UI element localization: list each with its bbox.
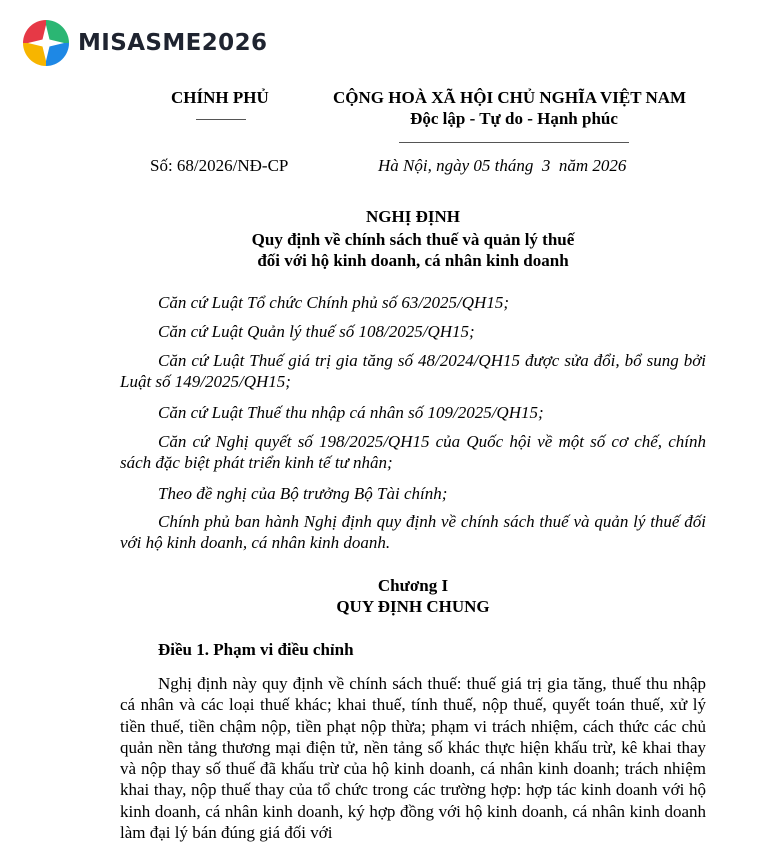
legal-basis-4: Căn cứ Nghị quyết số 198/2025/QH15 của Quốc hội về một số cơ chế, chính sách đặc biệt phát triển kinh tế tư nhân; [120,432,706,472]
article-heading: Điều 1. Phạm vi điều chỉnh [158,640,354,659]
title-line-1: Quy định về chính sách thuế và quản lý thuế [251,230,575,249]
legal-basis-5: Theo đề nghị của Bộ trưởng Bộ Tài chính; [158,484,448,503]
article-paragraph: Nghị định này quy định về chính sách thuế: thuế giá trị gia tăng, thuế thu nhập cá nhân và các loại thuế khác; khai thuế, tính thuế, nộp thuế, quyết toán thuế, xử lý tiền thuế, tiền chậm nộp, tiền phạt nộp thừa; phạm vi trách nhiệm, cách thức các chủ quản nền tảng thương mại điện tử, nền tảng số khác thực hiện khấu trừ, kê khai thay và nộp thay số thuế đã khấu trừ của hộ kinh doanh, cá nhân kinh doanh; trách nhiệm khai thay, nộp thuế thay của tổ chức trong các trường hợp: hợp tác kinh doanh với hộ kinh doanh, cá nhân kinh doanh, ký hợp đồng với hộ kinh doanh, cá nhân kinh doanh làm đại lý bán đúng giá đối với [120,674,706,843]
agency-name: CHÍNH PHỦ [171,88,269,107]
title-line-2: đối với hộ kinh doanh, cá nhân kinh doanh [257,251,569,270]
brand-name: MISASME2026 [78,30,268,56]
chapter-number: Chương I [377,576,449,595]
document-type: NGHỊ ĐỊNH [366,207,460,226]
place-date: Hà Nội, ngày 05 tháng 3 năm 2026 [378,156,627,175]
national-motto: Độc lập - Tự do - Hạnh phúc [410,109,618,128]
legal-basis-6: Chính phủ ban hành Nghị định quy định về chính sách thuế và quản lý thuế đối với hộ kinh doanh, cá nhân kinh doanh. [120,512,706,552]
agency-underline [196,119,246,120]
country-name: CỘNG HOÀ XÃ HỘI CHỦ NGHĨA VIỆT NAM [333,88,687,107]
legal-basis-1: Căn cứ Luật Quản lý thuế số 108/2025/QH15; [158,322,475,341]
document-number: Số: 68/2026/NĐ-CP [150,156,289,175]
chapter-title: QUY ĐỊNH CHUNG [336,597,490,616]
legal-basis-2: Căn cứ Luật Thuế giá trị gia tăng số 48/2024/QH15 được sửa đổi, bổ sung bởi Luật số 149/2025/QH15; [120,351,706,391]
misa-logo-icon [22,19,70,67]
legal-basis-0: Căn cứ Luật Tổ chức Chính phủ số 63/2025/QH15; [158,293,509,312]
article-body [120,673,706,843]
brand-logo [22,18,267,68]
motto-underline [399,142,629,143]
legal-basis-3: Căn cứ Luật Thuế thu nhập cá nhân số 109/2025/QH15; [158,403,544,422]
